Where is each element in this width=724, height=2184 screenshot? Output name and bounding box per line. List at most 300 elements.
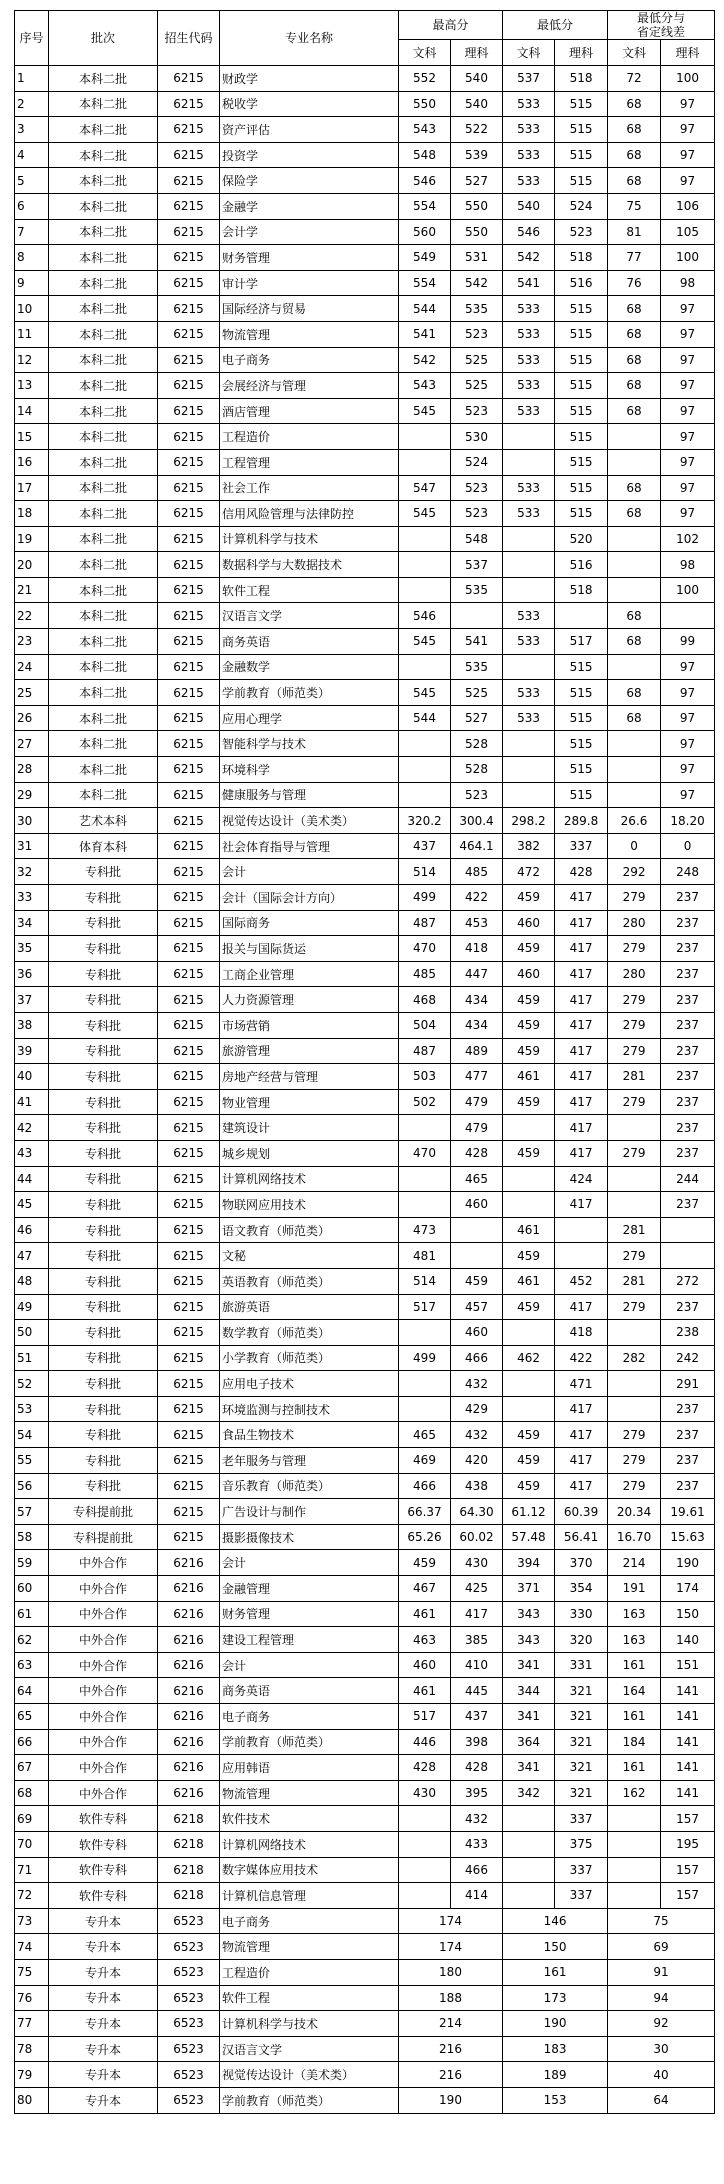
cell-index: 63 [15, 1652, 49, 1678]
cell-index: 38 [15, 1012, 49, 1038]
cell-max-science [451, 1217, 503, 1243]
cell-min-arts: 371 [503, 1576, 555, 1602]
cell-max-arts: 552 [399, 66, 451, 92]
cell-max-science: 535 [451, 654, 503, 680]
cell-diff-science: 97 [661, 501, 715, 527]
cell-diff-arts [608, 1857, 661, 1883]
table-row [15, 1755, 715, 1781]
cell-batch: 中外合作 [49, 1652, 158, 1678]
cell-min-arts [503, 552, 555, 578]
cell-batch: 体育本科 [49, 833, 158, 859]
cell-major: 小学教育（师范类） [220, 1345, 399, 1371]
table-row [15, 424, 715, 450]
cell-max-science: 445 [451, 1678, 503, 1704]
cell-index: 58 [15, 1524, 49, 1550]
cell-index: 70 [15, 1831, 49, 1857]
cell-major: 国际经济与贸易 [220, 296, 399, 322]
cell-code: 6523 [158, 2087, 220, 2113]
cell-max-arts: 514 [399, 1268, 451, 1294]
cell-diff-arts: 279 [608, 1448, 661, 1474]
cell-batch: 中外合作 [49, 1780, 158, 1806]
cell-max-science: 535 [451, 296, 503, 322]
cell-diff-arts: 280 [608, 910, 661, 936]
cell-max-science: 522 [451, 117, 503, 143]
cell-max-arts [399, 424, 451, 450]
cell-batch: 本科二批 [49, 705, 158, 731]
cell-min-arts: 533 [503, 168, 555, 194]
cell-major: 人力资源管理 [220, 987, 399, 1013]
table-row [15, 1601, 715, 1627]
cell-max-science: 528 [451, 757, 503, 783]
cell-max-arts [399, 1371, 451, 1397]
cell-max-science: 438 [451, 1473, 503, 1499]
cell-major: 文秘 [220, 1243, 399, 1269]
cell-diff-arts: 68 [608, 373, 661, 399]
table-row [15, 1704, 715, 1730]
cell-code: 6215 [158, 1064, 220, 1090]
cell-diff-science [661, 603, 715, 629]
cell-index: 21 [15, 577, 49, 603]
cell-code: 6215 [158, 1115, 220, 1141]
cell-min-arts [503, 1166, 555, 1192]
cell-batch: 本科二批 [49, 449, 158, 475]
cell-max-science: 434 [451, 987, 503, 1013]
table-row [15, 552, 715, 578]
cell-max-arts: 485 [399, 961, 451, 987]
cell-max-arts: 548 [399, 142, 451, 168]
cell-batch: 专科提前批 [49, 1499, 158, 1525]
cell-diff-arts [608, 782, 661, 808]
cell-code: 6216 [158, 1704, 220, 1730]
cell-max-arts: 517 [399, 1294, 451, 1320]
cell-max-science: 479 [451, 1115, 503, 1141]
cell-batch: 本科二批 [49, 66, 158, 92]
cell-min-arts: 394 [503, 1550, 555, 1576]
cell-max-science: 432 [451, 1371, 503, 1397]
cell-index: 35 [15, 936, 49, 962]
cell-min-science [555, 1217, 608, 1243]
cell-max-science: 523 [451, 321, 503, 347]
cell-min-arts: 460 [503, 961, 555, 987]
table-row [15, 680, 715, 706]
cell-max-arts: 437 [399, 833, 451, 859]
cell-max-score: 188 [399, 1985, 503, 2011]
cell-code: 6215 [158, 1396, 220, 1422]
cell-major: 工商企业管理 [220, 961, 399, 987]
cell-code: 6215 [158, 987, 220, 1013]
cell-diff-science: 195 [661, 1831, 715, 1857]
cell-diff-arts: 163 [608, 1601, 661, 1627]
cell-diff-arts [608, 1320, 661, 1346]
cell-min-science: 515 [555, 654, 608, 680]
cell-max-arts: 487 [399, 1038, 451, 1064]
cell-min-science: 417 [555, 1038, 608, 1064]
cell-diff-science: 97 [661, 321, 715, 347]
cell-diff-arts: 77 [608, 245, 661, 271]
cell-max-arts: 550 [399, 91, 451, 117]
cell-min-science: 417 [555, 1294, 608, 1320]
cell-max-arts: 514 [399, 859, 451, 885]
cell-index: 30 [15, 808, 49, 834]
cell-batch: 软件专科 [49, 1857, 158, 1883]
cell-index: 44 [15, 1166, 49, 1192]
cell-max-science: 466 [451, 1857, 503, 1883]
cell-major: 健康服务与管理 [220, 782, 399, 808]
table-row [15, 1345, 715, 1371]
cell-min-arts [503, 757, 555, 783]
cell-max-arts [399, 654, 451, 680]
cell-diff-arts: 279 [608, 1243, 661, 1269]
cell-max-arts: 481 [399, 1243, 451, 1269]
cell-index: 29 [15, 782, 49, 808]
cell-batch: 专升本 [49, 1934, 158, 1960]
cell-max-science: 525 [451, 347, 503, 373]
cell-index: 76 [15, 1985, 49, 2011]
table-row [15, 270, 715, 296]
cell-min-science: 524 [555, 193, 608, 219]
cell-max-score: 216 [399, 2036, 503, 2062]
cell-batch: 本科二批 [49, 193, 158, 219]
cell-index: 47 [15, 1243, 49, 1269]
cell-min-arts: 533 [503, 501, 555, 527]
cell-diff-science: 15.63 [661, 1524, 715, 1550]
cell-diff-arts: 68 [608, 501, 661, 527]
cell-major: 软件技术 [220, 1806, 399, 1832]
cell-max-arts [399, 526, 451, 552]
cell-batch: 专升本 [49, 2062, 158, 2088]
cell-max-science: 453 [451, 910, 503, 936]
cell-index: 25 [15, 680, 49, 706]
cell-code: 6216 [158, 1729, 220, 1755]
cell-index: 8 [15, 245, 49, 271]
cell-batch: 中外合作 [49, 1601, 158, 1627]
cell-min-science: 354 [555, 1576, 608, 1602]
cell-code: 6215 [158, 66, 220, 92]
cell-batch: 本科二批 [49, 552, 158, 578]
cell-diff-science: 97 [661, 347, 715, 373]
cell-index: 18 [15, 501, 49, 527]
cell-min-arts: 546 [503, 219, 555, 245]
cell-index: 6 [15, 193, 49, 219]
cell-max-science: 300.4 [451, 808, 503, 834]
cell-diff-science: 141 [661, 1780, 715, 1806]
cell-major: 摄影摄像技术 [220, 1524, 399, 1550]
cell-diff-science: 98 [661, 270, 715, 296]
cell-min-score: 161 [503, 1959, 608, 1985]
cell-min-science: 515 [555, 757, 608, 783]
cell-index: 39 [15, 1038, 49, 1064]
cell-index: 15 [15, 424, 49, 450]
cell-min-arts: 461 [503, 1217, 555, 1243]
cell-index: 5 [15, 168, 49, 194]
header-diff-science: 理科 [661, 40, 715, 66]
table-row [15, 1166, 715, 1192]
cell-max-score: 216 [399, 2062, 503, 2088]
cell-major: 汉语言文学 [220, 603, 399, 629]
cell-index: 61 [15, 1601, 49, 1627]
table-row [15, 1678, 715, 1704]
cell-max-science: 64.30 [451, 1499, 503, 1525]
cell-max-science: 548 [451, 526, 503, 552]
cell-index: 75 [15, 1959, 49, 1985]
cell-diff-science [661, 1243, 715, 1269]
cell-max-arts: 460 [399, 1652, 451, 1678]
cell-min-arts [503, 1115, 555, 1141]
cell-min-arts [503, 1396, 555, 1422]
cell-batch: 专升本 [49, 1908, 158, 1934]
cell-major: 学前教育（师范类） [220, 680, 399, 706]
cell-min-science: 515 [555, 782, 608, 808]
cell-min-arts: 537 [503, 66, 555, 92]
cell-major: 会计（国际会计方向） [220, 885, 399, 911]
cell-diff-arts: 279 [608, 1294, 661, 1320]
table-row [15, 859, 715, 885]
cell-min-science: 289.8 [555, 808, 608, 834]
table-row [15, 168, 715, 194]
table-row [15, 1857, 715, 1883]
cell-code: 6215 [158, 1268, 220, 1294]
cell-max-arts: 545 [399, 680, 451, 706]
table-row [15, 193, 715, 219]
cell-diff-arts: 16.70 [608, 1524, 661, 1550]
table-row [15, 1243, 715, 1269]
table-row [15, 245, 715, 271]
table-row [15, 1192, 715, 1218]
cell-batch: 本科二批 [49, 424, 158, 450]
cell-code: 6215 [158, 577, 220, 603]
cell-diff-arts: 279 [608, 1473, 661, 1499]
cell-code: 6523 [158, 1959, 220, 1985]
cell-min-arts: 459 [503, 1038, 555, 1064]
cell-min-arts: 459 [503, 1294, 555, 1320]
cell-batch: 专科批 [49, 1192, 158, 1218]
cell-min-arts: 341 [503, 1704, 555, 1730]
cell-diff-arts [608, 654, 661, 680]
cell-max-science: 428 [451, 1755, 503, 1781]
cell-index: 33 [15, 885, 49, 911]
table-row [15, 987, 715, 1013]
cell-diff-arts: 0 [608, 833, 661, 859]
cell-min-arts [503, 782, 555, 808]
cell-min-science: 417 [555, 1422, 608, 1448]
cell-diff-science: 98 [661, 552, 715, 578]
cell-diff-science: 237 [661, 1115, 715, 1141]
cell-min-science: 337 [555, 1883, 608, 1909]
cell-diff-arts: 68 [608, 321, 661, 347]
table-row [15, 1268, 715, 1294]
cell-major: 社会工作 [220, 475, 399, 501]
cell-diff-science: 97 [661, 782, 715, 808]
cell-min-arts: 459 [503, 1140, 555, 1166]
cell-diff-arts: 68 [608, 398, 661, 424]
cell-max-science: 523 [451, 475, 503, 501]
cell-min-science: 418 [555, 1320, 608, 1346]
table-row [15, 1499, 715, 1525]
cell-index: 60 [15, 1576, 49, 1602]
cell-batch: 专科批 [49, 1217, 158, 1243]
cell-min-arts [503, 424, 555, 450]
cell-max-arts [399, 782, 451, 808]
cell-code: 6216 [158, 1780, 220, 1806]
cell-min-science: 515 [555, 373, 608, 399]
table-row [15, 475, 715, 501]
cell-min-arts [503, 1806, 555, 1832]
cell-index: 54 [15, 1422, 49, 1448]
cell-max-arts [399, 1166, 451, 1192]
cell-major: 会计学 [220, 219, 399, 245]
cell-code: 6218 [158, 1857, 220, 1883]
cell-diff-arts: 281 [608, 1268, 661, 1294]
cell-min-science: 424 [555, 1166, 608, 1192]
cell-major: 会计 [220, 1652, 399, 1678]
cell-max-science: 429 [451, 1396, 503, 1422]
cell-index: 78 [15, 2036, 49, 2062]
cell-diff-science: 248 [661, 859, 715, 885]
cell-min-arts: 364 [503, 1729, 555, 1755]
cell-min-science: 375 [555, 1831, 608, 1857]
cell-diff-science: 97 [661, 654, 715, 680]
cell-max-arts [399, 1831, 451, 1857]
cell-diff-science: 141 [661, 1704, 715, 1730]
cell-diff-arts: 279 [608, 936, 661, 962]
cell-min-science: 515 [555, 321, 608, 347]
cell-diff-science: 150 [661, 1601, 715, 1627]
cell-major: 酒店管理 [220, 398, 399, 424]
cell-code: 6216 [158, 1652, 220, 1678]
cell-major: 会计 [220, 1550, 399, 1576]
table-row [15, 2011, 715, 2037]
cell-max-arts: 459 [399, 1550, 451, 1576]
table-row [15, 1217, 715, 1243]
cell-index: 27 [15, 731, 49, 757]
cell-index: 26 [15, 705, 49, 731]
cell-diff-arts: 164 [608, 1678, 661, 1704]
cell-index: 64 [15, 1678, 49, 1704]
cell-code: 6215 [158, 1012, 220, 1038]
cell-min-science: 520 [555, 526, 608, 552]
cell-index: 31 [15, 833, 49, 859]
cell-min-score: 190 [503, 2011, 608, 2037]
cell-code: 6215 [158, 1320, 220, 1346]
cell-code: 6215 [158, 731, 220, 757]
table-row [15, 501, 715, 527]
cell-diff-arts: 68 [608, 142, 661, 168]
cell-diff-arts: 68 [608, 705, 661, 731]
cell-batch: 本科二批 [49, 654, 158, 680]
cell-max-arts: 504 [399, 1012, 451, 1038]
cell-index: 77 [15, 2011, 49, 2037]
table-row [15, 2062, 715, 2088]
cell-code: 6215 [158, 501, 220, 527]
cell-index: 74 [15, 1934, 49, 1960]
cell-batch: 专科批 [49, 1396, 158, 1422]
cell-min-science: 515 [555, 347, 608, 373]
header-max-science: 理科 [451, 40, 503, 66]
cell-min-science: 515 [555, 680, 608, 706]
cell-max-science: 527 [451, 168, 503, 194]
cell-code: 6215 [158, 449, 220, 475]
cell-max-science: 433 [451, 1831, 503, 1857]
cell-diff-arts [608, 1831, 661, 1857]
cell-index: 13 [15, 373, 49, 399]
cell-min-science: 515 [555, 449, 608, 475]
cell-index: 42 [15, 1115, 49, 1141]
cell-diff-science: 244 [661, 1166, 715, 1192]
cell-min-science [555, 603, 608, 629]
admission-table-container [14, 10, 724, 2114]
cell-max-science: 542 [451, 270, 503, 296]
cell-batch: 本科二批 [49, 757, 158, 783]
table-row [15, 1883, 715, 1909]
cell-major: 商务英语 [220, 1678, 399, 1704]
cell-min-score: 153 [503, 2087, 608, 2113]
cell-diff-arts: 68 [608, 347, 661, 373]
cell-batch: 软件专科 [49, 1831, 158, 1857]
cell-diff-arts: 26.6 [608, 808, 661, 834]
cell-diff-science: 102 [661, 526, 715, 552]
table-row [15, 654, 715, 680]
cell-max-arts: 554 [399, 270, 451, 296]
cell-code: 6215 [158, 1499, 220, 1525]
cell-diff-science: 18.20 [661, 808, 715, 834]
cell-code: 6215 [158, 142, 220, 168]
cell-major: 电子商务 [220, 1908, 399, 1934]
cell-min-science: 321 [555, 1704, 608, 1730]
cell-diff-arts [608, 552, 661, 578]
cell-min-science: 523 [555, 219, 608, 245]
cell-min-science: 515 [555, 475, 608, 501]
cell-code: 6215 [158, 373, 220, 399]
cell-max-arts: 545 [399, 398, 451, 424]
cell-major: 建筑设计 [220, 1115, 399, 1141]
cell-diff-arts [608, 1806, 661, 1832]
cell-max-arts: 465 [399, 1422, 451, 1448]
cell-diff-science: 97 [661, 424, 715, 450]
cell-code: 6215 [158, 1473, 220, 1499]
cell-max-arts [399, 1883, 451, 1909]
table-row [15, 449, 715, 475]
cell-diff-science: 237 [661, 1396, 715, 1422]
cell-max-science: 530 [451, 424, 503, 450]
cell-code: 6215 [158, 808, 220, 834]
cell-diff-science: 97 [661, 475, 715, 501]
cell-diff-science: 97 [661, 117, 715, 143]
header-diff-arts: 文科 [608, 40, 661, 66]
cell-diff-science: 237 [661, 885, 715, 911]
cell-min-science: 428 [555, 859, 608, 885]
cell-index: 50 [15, 1320, 49, 1346]
cell-min-science: 56.41 [555, 1524, 608, 1550]
cell-code: 6215 [158, 296, 220, 322]
cell-max-science: 550 [451, 219, 503, 245]
cell-code: 6215 [158, 1422, 220, 1448]
cell-max-science: 460 [451, 1320, 503, 1346]
table-body [15, 66, 715, 2114]
cell-code: 6216 [158, 1678, 220, 1704]
cell-diff-science: 237 [661, 1192, 715, 1218]
cell-min-science: 417 [555, 910, 608, 936]
cell-max-arts: 545 [399, 629, 451, 655]
cell-batch: 中外合作 [49, 1704, 158, 1730]
cell-diff-arts: 279 [608, 987, 661, 1013]
cell-batch: 专科提前批 [49, 1524, 158, 1550]
cell-index: 72 [15, 1883, 49, 1909]
cell-diff-arts [608, 577, 661, 603]
cell-diff-science: 238 [661, 1320, 715, 1346]
cell-max-science: 420 [451, 1448, 503, 1474]
cell-diff-arts: 162 [608, 1780, 661, 1806]
cell-max-arts: 499 [399, 1345, 451, 1371]
